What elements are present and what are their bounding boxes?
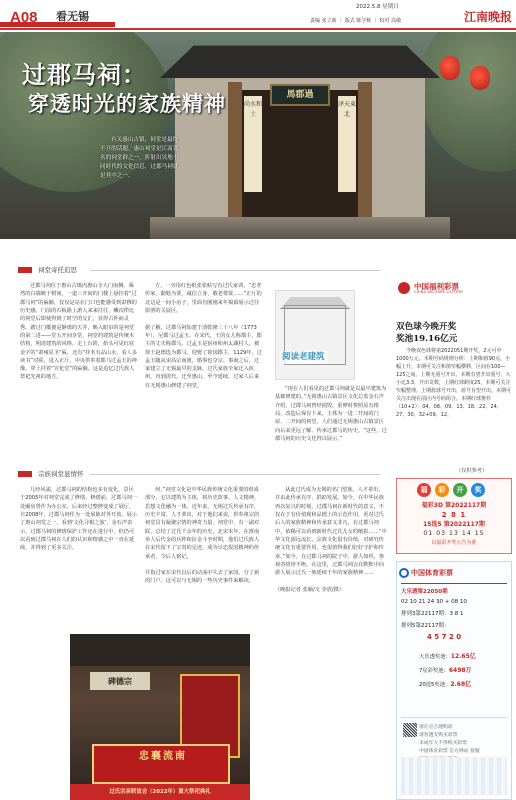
section-heading-1 bbox=[0, 264, 380, 276]
lottery-note: 未成年人不得购买彩票 bbox=[419, 741, 467, 746]
prize-pool: 20选5奖池：2.68亿 bbox=[419, 681, 472, 688]
article-column: 几经风霜，过郡马祠的结构也多有变化，景区于2005年对祠堂完成了修缮。修缮前，过郡马祠一处厢房曾作为办公室，后来经过整修变成了展厅，自2008年，过郡马祠作为一处展陈对外开放，展示了惠山祠堂之一，看到‘文化寻根之旅’，金石声表示，过郡马祠的修缮保护工作还在进行中，但仍可以看到过郡马祠在人们的认识和情感之中一直在延续，并得到了更多关注。 bbox=[20, 487, 137, 552]
red-lantern bbox=[470, 66, 490, 90]
badge-dot: 彩 bbox=[435, 483, 449, 497]
couplet-right: 泽天東北 bbox=[338, 96, 356, 192]
heading-rule bbox=[90, 474, 380, 475]
photo-plaque: 碑德宗 bbox=[90, 672, 150, 690]
section-heading-2 bbox=[0, 468, 380, 480]
article-column: 过郡马祠位于惠山古镇内惠山寺大门南侧，蓦然的白墙映于树间，一道三开间的门楼上悬挂着“过郡马祠”的匾额，仅仅是站在门口也能感受到肃穆的历史感。门前的石板路上游人来来往往，鳞次栉比的祠堂后即使得到了时空的交汇，显得古朴而灵秀。踏过门槛便是静谧的天井，映入眼帘的是祠堂的第二进——堂五开间享堂，祠堂的建筑是传统木结构，明清建筑的风格。走上台阶，抬头可见红底金字的“肃雍显圣”匾，还有“挂名有品山水，看人多读书”对联，进入正厅，中央供奉着郡马过孟玉的神像，穿上挂着“宣化堂”的匾额。这是追忆过氏族人祭祀先祖的地方。 bbox=[20, 283, 138, 381]
article-column: 何，”祠堂文化是中华民族传统文化重要的组成部分，它以建筑为主体，将历史故事、人文精神、思想文化融为一体。近年来，无锡过氏传承有序，历史丰富、人才辈出，对于他们来说，供奉祖宗的祠堂具有凝聚宗情的神奇力量。祠堂中，有一副对联，总结了过氏千余年的历史，北宋末年，在淮南举人后代金的兵阵和抗金斗争时期，他们过氏族人在宋代留下了宝贵的足迹，成为尽忠报国精神的传承者，令后人铭记。 并指过家在宋代以后的动荡中失去了家园，分了新的门户，这可以与无锡的一些历史事件来解读。 bbox=[145, 487, 260, 585]
sports-lottery-logo: 中国体育彩票 bbox=[411, 569, 453, 577]
article-column: 从此过氏成为无锡的名门望族。人才辈出，并由此传承有序，捐助发展。如今，在中华民族再次复兴的时刻，过郡马祠在新时代的意义，不仅在于有价值观和品德上的示范作用，更对过氏后人的家族精神和传承意义非凡，在过郡马祠中，依稀可以看到新时代过氏儿女的缩影……“中华文化源远流长，宗族文化很有价值，对研究传统文化有重要作用，也很值得我们好好守护和传承。”如今，在过郡马祠的院子中，游人如织，参观者络绎不绝。在这里，过郡马祠会在默默中向游人展示过氏一族延续千年的家族精神…… （晚报记者 张颖/文 李震/摄） bbox=[275, 487, 387, 593]
couplet-left: 尚水和土 bbox=[244, 96, 262, 192]
photo-roof bbox=[70, 634, 250, 666]
lottery-body: 今晚双色球将第2022051期开奖，2元可中1000万元。本期号码规则分析：上期和值90点，小幅上升，本期可关注和值窄幅横移，区间在100—125之间。上期无重号开出，本期有望开出重号，大小比3:3，开出奇数，上期红球跨度25，本期可关注窄幅整理。上期蓝球号开出，蓝号有望开出，本期可关注出现在前区内号码组合。本期红球推荐（10+2）：04、08、09、13、18、22、24、27、30、32+09、12。 bbox=[396, 348, 512, 418]
results-badge bbox=[417, 483, 493, 497]
welfare-results-box bbox=[396, 478, 512, 554]
sketch-illustration bbox=[275, 290, 355, 380]
results-disclaimer: 以福彩开奖公告为准 bbox=[431, 540, 477, 546]
divider bbox=[401, 583, 507, 584]
tree-foliage bbox=[420, 32, 516, 172]
15x5-numbers: 01 03 13 14 15 bbox=[423, 530, 485, 537]
article-column: 方，一旁用红色纸张张贴写有过氏家训，“忠孝传家，勤勉为要，诚信立身，敬老尊贤……”正厅的北边是一间小房子，里面有刚刚来年揭幕展示过往影照的关展区。 据了解，过郡马祠始建于清乾隆三十八年（1773年），尼郡马过孟玉。在宋代，王的女儿称郡主，郡主的丈夫称郡马。过孟玉是宿州和州太湖村人，被徐王赵德选为郡马，迎娶了徐国郡主。1129年，过孟玉随从宋高宗南渡，婚事也夺宗。事南之后，过家建立了无锡最早的支脉，过氏家族全家迁入杭州，直到清代，迁至惠山，至今延续。过家人后来在无锡惠山修建了祠堂。 bbox=[145, 283, 262, 389]
heading-bar bbox=[18, 471, 32, 477]
gate-plaque: 馬郡過 bbox=[270, 84, 330, 106]
article-column: “现在人们看见的过郡马祠就是以最早建筑为基础修建的。”无锡惠山古镇景区文化总监金石声介绍。过郡马祠曾经损毁，重修时参照原有格局，改造后保存下来，主体为一进二开间的门屋、二开间的祠堂。人们通过无锡惠山古镇景区向后来更远了解、传承过郡马的历史。“这些，过郡马祠的历史文化得以展示。” bbox=[275, 386, 387, 442]
gate-roof bbox=[160, 42, 440, 78]
article-intro: 有关惠山古镇，祠堂是最绕不开的话题。惠山祠堂是江南著名的祠堂群之一，折射出吴地不同时代的文化信息，过郡马祠就是其中之一。 bbox=[100, 137, 179, 179]
fc3d-title: 福彩3D 第2022117期 bbox=[421, 502, 487, 509]
pl5-numbers: 4 5 7 2 0 bbox=[427, 633, 462, 641]
pl3-result: 排列3第22117期：3 8 1 bbox=[401, 611, 464, 617]
badge-dot: 福 bbox=[417, 483, 431, 497]
dlt-numbers: 02 10 21 24 30 + 08 10 bbox=[401, 599, 467, 605]
lottery-source: （仅供参考） bbox=[456, 468, 488, 474]
lottery-note: 中国体育彩票 官方网站 客服 bbox=[419, 749, 480, 754]
badge-dot: 奖 bbox=[471, 483, 485, 497]
section-heading-text: 宗族祠堂显情怀 bbox=[38, 470, 84, 478]
photo-red-board bbox=[92, 744, 230, 784]
headline-line2: 穿透时光的家族精神 bbox=[28, 91, 226, 116]
gate-pillar bbox=[228, 82, 242, 239]
sketch-label: 阅读老建筑 bbox=[280, 351, 327, 364]
photo-banner: 过氏宗亲联谊会（2022年）重大祭祀典礼 bbox=[70, 784, 250, 800]
welfare-lottery-logo bbox=[398, 281, 510, 297]
heading-rule bbox=[90, 270, 380, 271]
divider bbox=[401, 717, 507, 718]
prize-pool: 大乐透奖池：12.65亿 bbox=[419, 653, 476, 660]
date: 2022.5.8 星期日 bbox=[356, 4, 399, 10]
lottery-note: 请在应合理购彩 bbox=[419, 725, 453, 730]
lottery-note: 请勿透支购买彩票 bbox=[419, 733, 458, 738]
badge-dot: 开 bbox=[453, 483, 467, 497]
dlt-title: 大乐透第22050期 bbox=[401, 589, 448, 595]
heading-bar bbox=[18, 267, 32, 273]
red-lantern bbox=[440, 56, 460, 80]
prize-pool: 7星彩奖池：6498万 bbox=[419, 667, 472, 674]
bottom-photo bbox=[70, 634, 250, 800]
section-name: 看无锡 bbox=[56, 10, 89, 23]
credits: 责编 张立新 ｜ 版式 陈学栋 ｜ 校对 高敏 bbox=[310, 18, 402, 24]
pl5-title: 排列5第22117期： bbox=[401, 623, 450, 629]
headline-line1: 过郡马祠： bbox=[22, 60, 147, 89]
lottery-column bbox=[396, 281, 512, 800]
sports-lottery-box bbox=[396, 561, 512, 800]
page-number: A08 bbox=[10, 9, 38, 26]
gate-pillar bbox=[358, 82, 372, 239]
welfare-logo-text: 中国福利彩票 bbox=[414, 282, 459, 291]
paper-logo: 江南晚报 bbox=[464, 10, 513, 24]
welfare-logo-en: CHINA WELFARE LOTTERY bbox=[414, 290, 464, 294]
lottery-headline: 奖池19.16亿元 bbox=[396, 334, 458, 344]
fc3d-numbers: 2 8 1 bbox=[441, 511, 467, 519]
section-heading-text: 祠堂寄托追思 bbox=[38, 266, 77, 274]
red-board-text: 忠襄流南 bbox=[139, 751, 187, 762]
sports-lottery-footer-graphic bbox=[401, 757, 507, 795]
stone-steps bbox=[150, 217, 450, 239]
sports-lottery-logo-icon bbox=[399, 568, 409, 578]
qr-code-icon bbox=[403, 723, 417, 737]
15x5-title: 15选5 第2022117期 bbox=[423, 521, 485, 528]
welfare-logo-icon bbox=[398, 282, 410, 294]
lottery-headline: 双色球今晚开奖 bbox=[396, 322, 457, 332]
